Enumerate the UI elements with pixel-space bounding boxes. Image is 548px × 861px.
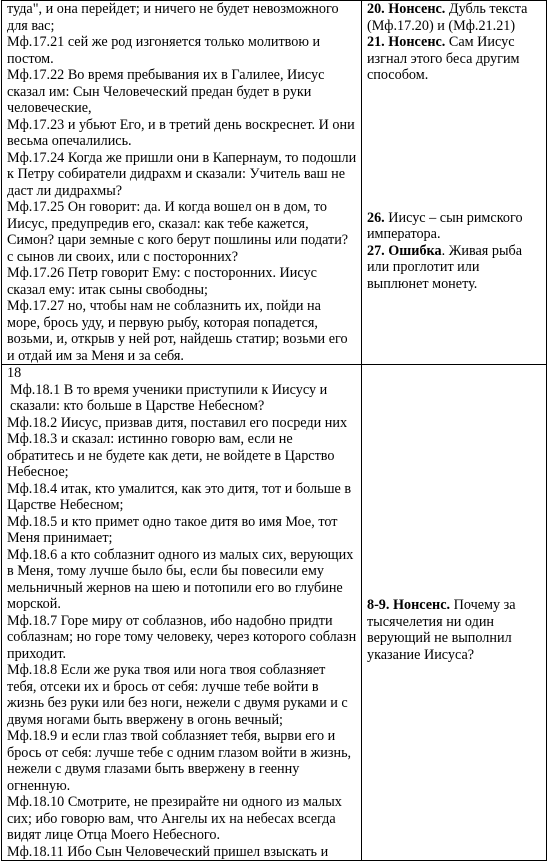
commentary-table [1, 0, 547, 861]
note [367, 597, 542, 663]
note [367, 34, 542, 84]
note-text: Почему за тысячелетия ни один верующий не выполнил указание Иисуса? [366, 597, 516, 663]
verse: Мф.18.5 и кто примет одно такое дитя во имя Мое, тот Меня принимает; [7, 513, 338, 546]
verse: Мф.18.9 и если глаз твой соблазняет тебя, вырви его и брось от себя: лучше тебе с одним глазом войти в жизнь, нежели с двумя глазами быть ввержену в геенну огненную. [7, 728, 352, 794]
verse: Мф.18.6 а кто соблазнит одного из малых сих, верующих в Меня, тому лучше было бы, если бы повесили ему мельничный жернов на шею и потопили его во глубине морской. [7, 546, 354, 612]
verse: Мф.18.4 итак, кто умалится, как это дитя, тот и больше в Царстве Небесном; [7, 480, 352, 513]
note-text: Сам Иисус изгнал этого беса другим способом. [366, 34, 520, 83]
verse: Мф.17.26 Петр говорит Ему: с посторонних. Иисус сказал ему: итак сыны свободны; [7, 265, 317, 298]
note [367, 243, 542, 293]
note-label: 8-9. Нонсенс. [366, 597, 451, 613]
spacer [367, 84, 542, 210]
chapter-number: 18 [7, 365, 22, 381]
verse: Мф.18.11 Ибо Сын Человеческий пришел взыскать и [7, 843, 329, 860]
verse: Мф.18.2 Иисус, призвав дитя, поставил его посреди них [7, 414, 348, 431]
verse: Мф.18.8 Если же рука твоя или нога твоя соблазняет тебя, отсеки их и брось от себя: лучше тебе войти в жизнь без руки или без ноги, нежели с двумя руками и с двумя ногами быть ввержену в огонь вечный; [7, 662, 348, 728]
note-label: 20. Нонсенс. [366, 1, 446, 17]
verse: Мф.18.10 Смотрите, не презирайте ни одного из малых сих; ибо говорю вам, что Ангелы их на небесах всегда видят лице Отца Моего Небесного. [7, 794, 342, 843]
table-row [2, 365, 547, 861]
verse: Мф.17.27 но, чтобы нам не соблазнить их, пойди на море, брось уду, и первую рыбу, которая попадется, возьми, и, открыв у ней рот, найдешь статир; возьми его и отдай им за Меня и за себя. [7, 298, 348, 364]
verse: Мф.17.23 и убьют Его, и в третий день воскреснет. И они весьма опечалились. [7, 116, 355, 149]
verse: Мф.18.3 и сказал: истинно говорю вам, если не обратитесь и не будете как дети, не войдете в Царство Небесное; [7, 431, 335, 480]
note-label: 27. Ошибка [366, 242, 442, 259]
note-text: Дубль текста (Мф.17.20) и (Мф.21.21) [366, 1, 528, 34]
verse: туда", и она перейдет; и ничего не будет невозможного для вас; [7, 1, 339, 34]
note-label: 21. Нонсенс. [366, 34, 446, 50]
spacer [367, 365, 542, 597]
note [367, 210, 542, 243]
verse: Мф.17.24 Когда же пришли они в Капернаум, то подошли к Петру собиратели дидрахм и сказали: Учитель ваш не даст ли дидрахмы? [7, 149, 357, 199]
scripture-cell [2, 1, 362, 365]
table-row [2, 1, 547, 365]
note-label: 26. [366, 209, 385, 226]
note [367, 1, 542, 34]
verse: Мф.17.22 Во время пребывания их в Галилее, Иисус сказал им: Сын Человеческий предан будет в руки человеческие, [7, 67, 325, 116]
verse: Мф.18.7 Горе миру от соблазнов, ибо надобно придти соблазнам; но горе тому человеку, через которого соблазн приходит. [7, 612, 357, 662]
note-text: . Живая рыба или проглотит или выплюнет монету. [366, 242, 523, 292]
commentary-cell [361, 1, 546, 365]
note-text: Иисус – сын римского императора. [366, 209, 523, 242]
verse: Мф.18.1 В то время ученики приступили к Иисусу и сказали: кто больше в Царстве Небесном? [10, 381, 328, 414]
commentary-cell [361, 365, 546, 861]
verse: Мф.17.21 сей же род изгоняется только молитвою и постом. [7, 34, 321, 67]
verse: Мф.17.25 Он говорит: да. И когда вошел он в дом, то Иисус, предупредив его, сказал: как тебе кажется, Симон? цари земные с кого берут пошлины или подати? с сынов ли своих, или с посторонних? [7, 199, 349, 265]
scripture-cell [2, 365, 362, 861]
